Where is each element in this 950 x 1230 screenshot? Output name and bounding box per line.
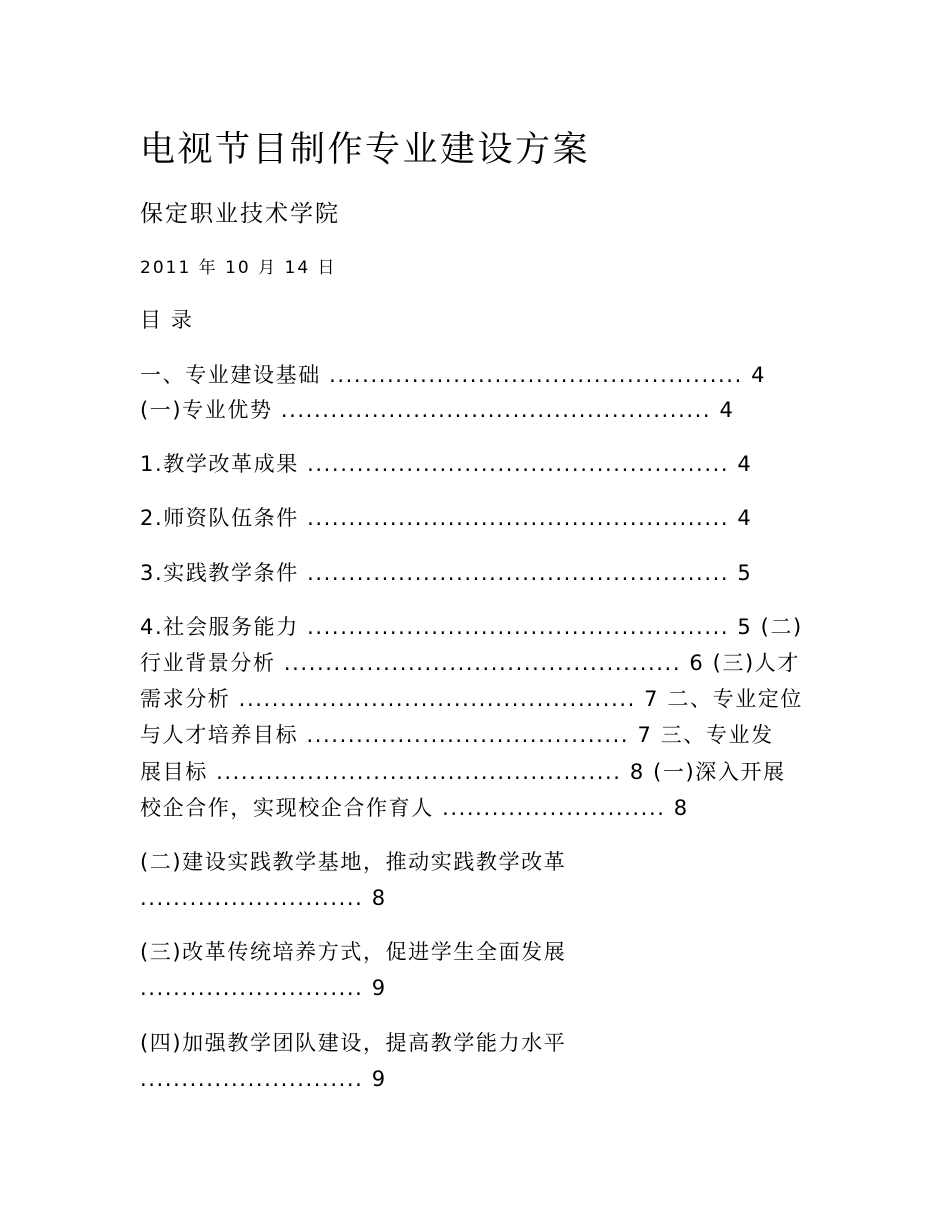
toc-entry: (四)加强教学团队建设，提高教学能力水平 bbox=[140, 1031, 567, 1055]
toc-entry: 需求分析 ................................................ 7 二、专业定位 bbox=[140, 687, 803, 711]
toc-entry: (三)改革传统培养方式，促进学生全面发展 bbox=[140, 940, 567, 964]
toc-entry: 行业背景分析 ................................................ 6 (三)人才 bbox=[140, 651, 800, 675]
toc-entry: 2.师资队伍条件 ................................................... 4 bbox=[140, 506, 753, 530]
toc-entry: (二)建设实践教学基地，推动实践教学改革 bbox=[140, 850, 567, 874]
toc-entry: 1.教学改革成果 ................................................... 4 bbox=[140, 452, 753, 476]
toc-entry: 3.实践教学条件 ................................................... 5 bbox=[140, 561, 753, 585]
toc-entry: (一)专业优势 .................................................... 4 bbox=[140, 398, 735, 422]
toc-entry: 展目标 ................................................. 8 (一)深入开展 bbox=[140, 760, 786, 784]
toc-entry: 4.社会服务能力 ................................................... 5 (二) bbox=[140, 615, 803, 639]
toc-entry: ........................... 8 bbox=[140, 886, 387, 910]
document-title: 电视节目制作专业建设方案 bbox=[140, 130, 591, 170]
toc-entry: 校企合作，实现校企合作育人 ........................... 8 bbox=[140, 796, 689, 820]
organization-name: 保定职业技术学院 bbox=[140, 201, 340, 227]
toc-entry: ........................... 9 bbox=[140, 976, 387, 1000]
toc-heading: 目 录 bbox=[140, 308, 194, 332]
toc-entry: 与人才培养目标 ....................................... 7 三、专业发 bbox=[140, 723, 774, 747]
toc-entry: 一、专业建设基础 .................................................. 4 bbox=[140, 363, 767, 387]
toc-entry: ........................... 9 bbox=[140, 1067, 387, 1091]
document-date: 2011 年 10 月 14 日 bbox=[140, 258, 337, 278]
